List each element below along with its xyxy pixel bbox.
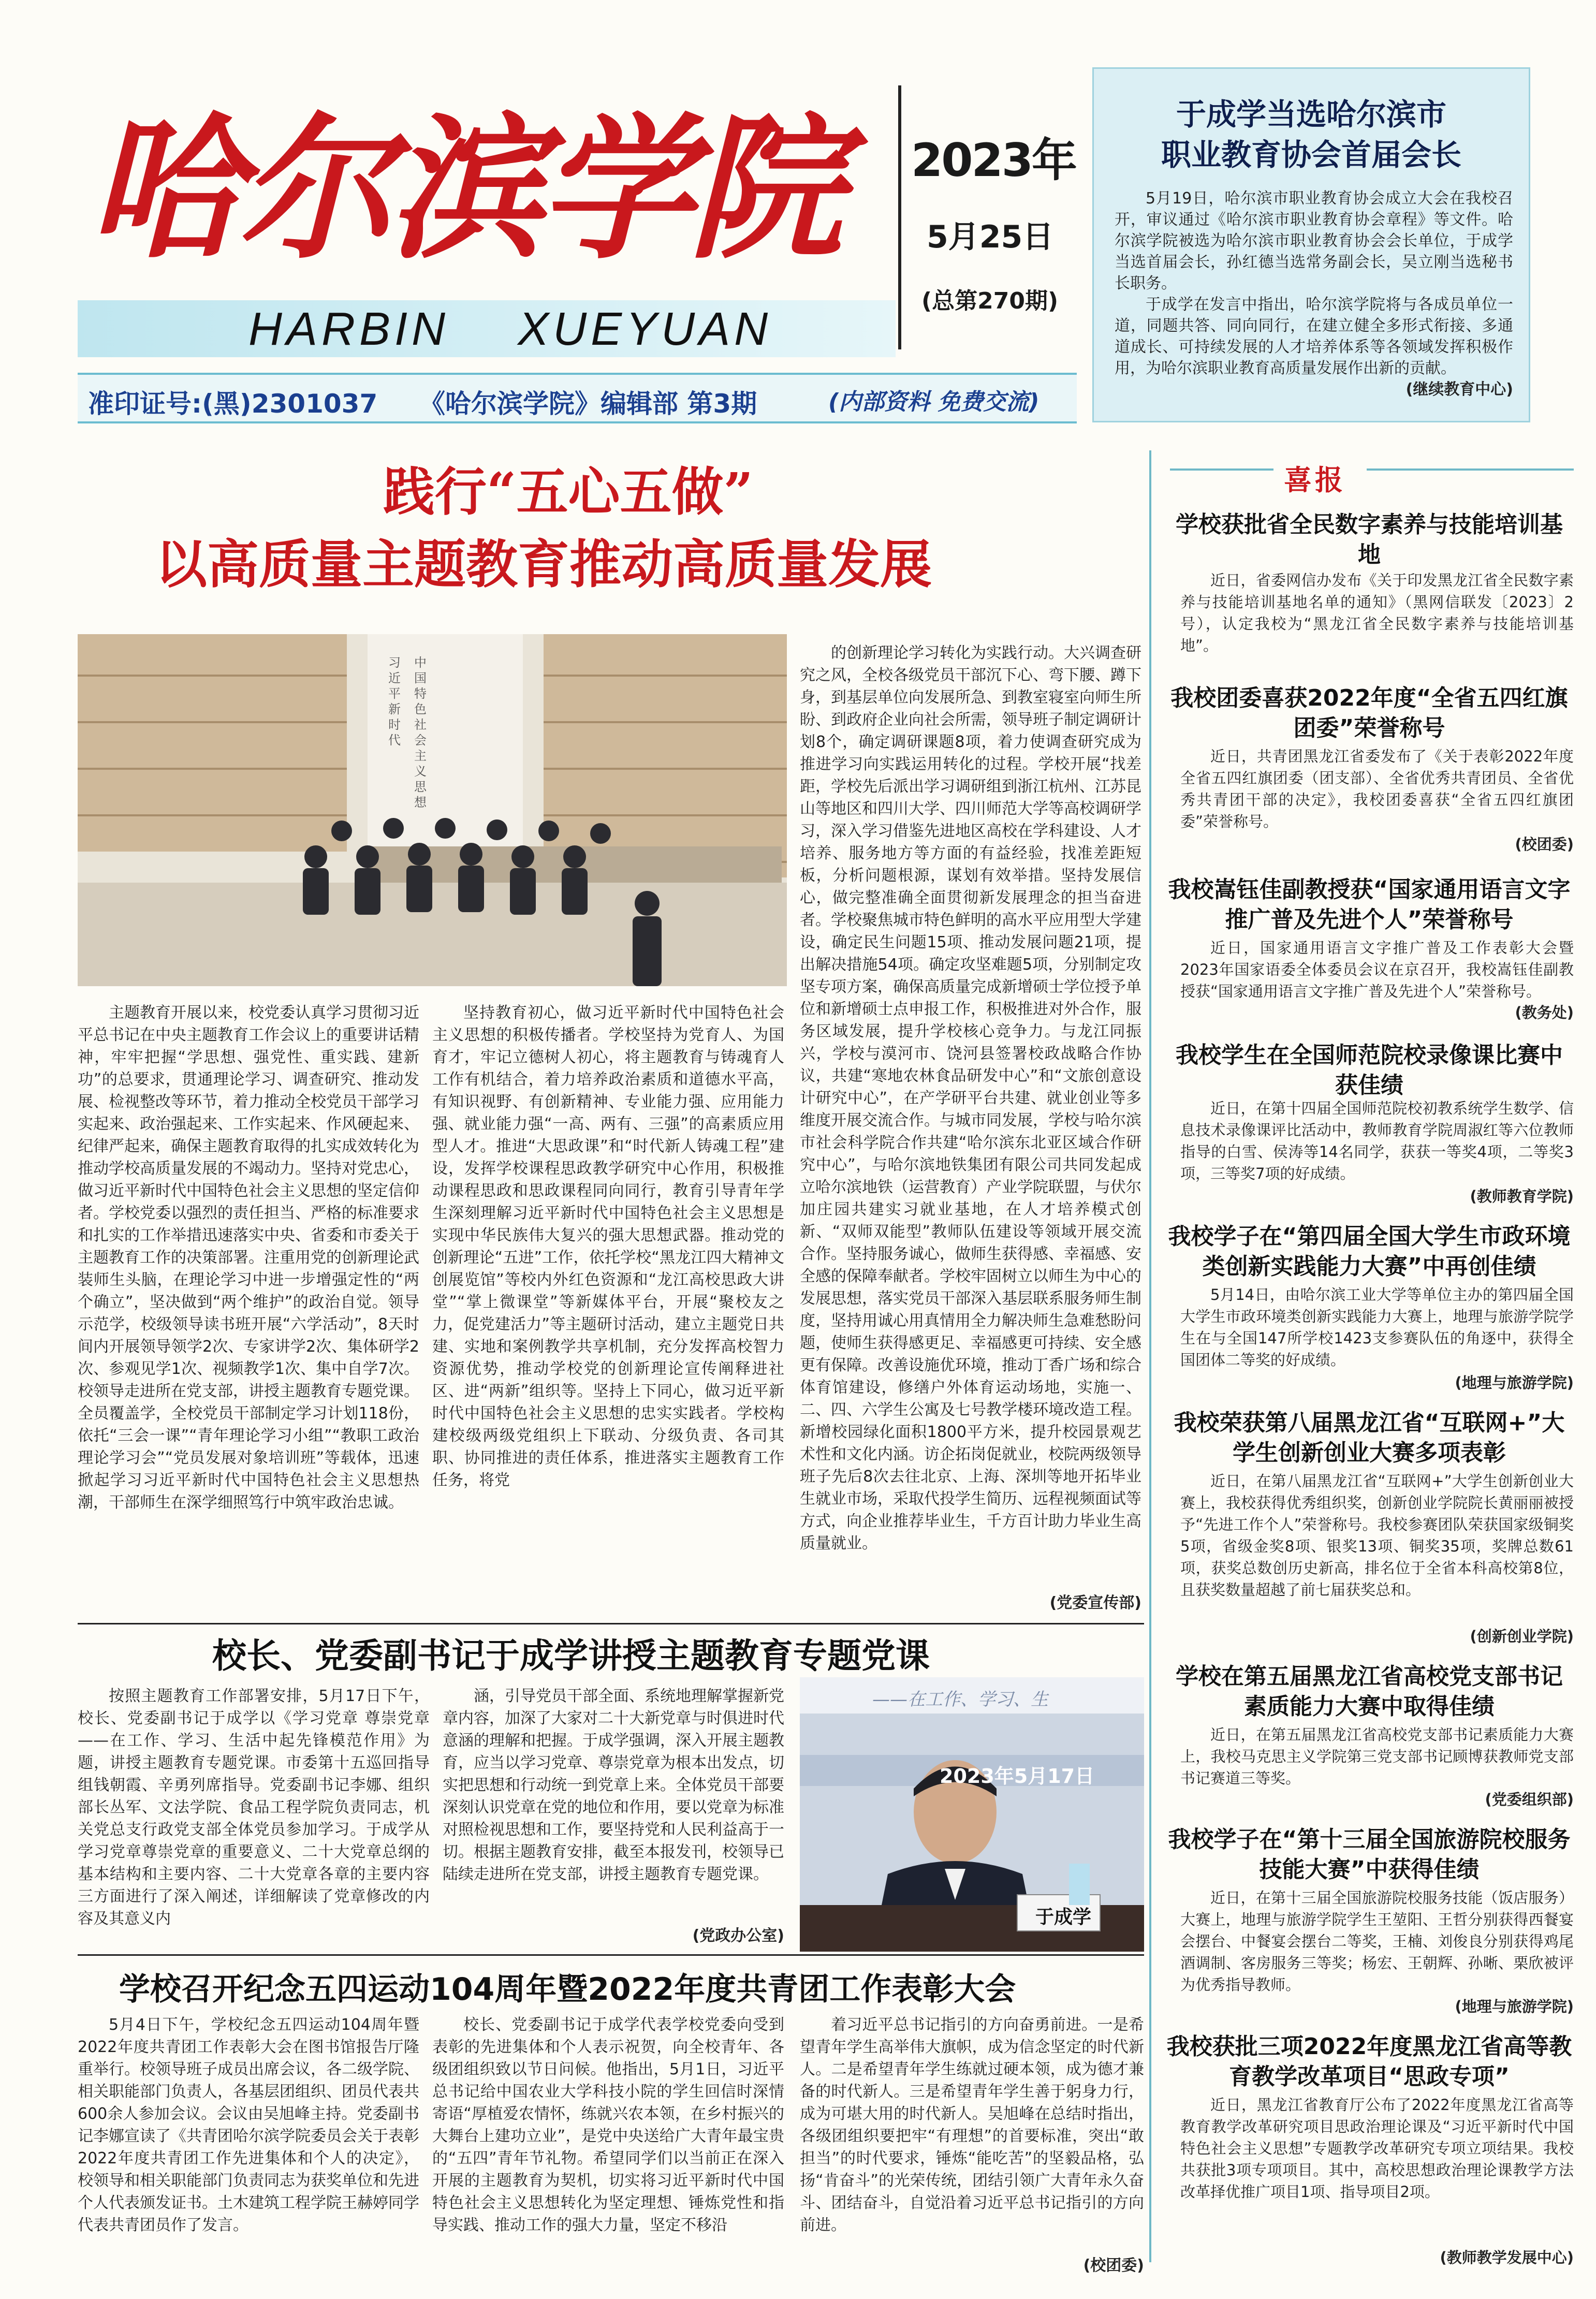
sidebar-item-body: 近日，国家通用语言文字推广普及工作表彰大会暨2023年国家语委全体委员会议在京召开，我校嵩钰佳副教授获“国家通用语言文字推广普及先进个人”荣誉称号。 xyxy=(1180,939,1574,1000)
sidebar-item-body: 近日，在第十四届全国师范院校初教系统学生数学、信息技术录像课评比活动中，教师教育学院周淑红等六位教师指导的白雪、侯涛等14名同学，获获一等奖4项，二等奖3项，三等奖7项的好成绩。 xyxy=(1180,1100,1574,1182)
sidebar-item-source: (创新创业学院) xyxy=(1470,1628,1574,1645)
story2-paragraph: 按照主题教育工作部署安排，5月17日下午，校长、党委副书记于成学以《学习党章 尊崇党章——在工作、学习、生活中起先锋模范作用》为题，讲授主题教育专题党课。市委第十五巡回指导组钱朝霞、辛勇列席指导。党委副书记李娜、组织部长丛军、文法学院、食品工程学院负责同志，机关党总支行政党支部全体党员参加学习。于成学从学习党章尊崇党章的重要意义、二十大党章总纲的基本结构和主要内容、二十大党章各章的主要内容三方面进行了深入阐述，详细解读了党章修改的内容及其意义内 xyxy=(78,1687,430,1928)
sidebar-item-source: (地理与旅游学院) xyxy=(1455,1998,1574,2015)
photo-banner: ——在工作、学习、生 xyxy=(872,1689,1048,1710)
sidebar-item-source: (党委组织部) xyxy=(1485,1791,1574,1808)
story2-column-2 xyxy=(443,1685,784,1928)
story3-column-1 xyxy=(78,2014,419,2278)
top-story-title-1: 于成学当选哈尔滨市 xyxy=(1176,97,1446,132)
print-permit: 准印证号:(黑)2301037 xyxy=(88,389,378,419)
lead-paragraph: 主题教育开展以来，校党委认真学习贯彻习近平总书记在中央主题教育工作会议上的重要讲话精神，牢牢把握“学思想、强党性、重实践、建新功”的总要求，贯通理论学习、调查研究、推动发展、检视整改等环节，着力推动全校党员干部学习实起来、政治强起来、工作实起来、作风硬起来、纪律严起来，确保主题教育取得的扎实成效转化为推动学校高质量发展的不竭动力。坚持对党忠心，做习近平新时代中国特色社会主义思想的坚定信仰者。学校党委以强烈的责任担当、严格的标准要求和扎实的工作举措迅速落实中央、省委和市委关于主题教育工作的决策部署。注重用党的创新理论武装师生头脑，在理论学习中进一步增强定性的“两个确立”，坚决做到“两个维护”的政治自觉。领导示范学，校级领导读书班开展“六学活动”，8天时间内开展领导领学2次、专家讲学2次、集体研学2次、参观见学1次、视频教学1次、集中自学7次。校领导走进所在党支部，讲授主题教育专题党课。全员覆盖学，全校党员干部制定学习计划118份，依托“三会一课”“青年理论学习小组”“教职工政治理论学习会”“党员发展对象培训班”等载体，迅速掀起学习习近平新时代中国特色社会主义思想热潮，干部师生在深学细照笃行中筑牢政治忠诚。 xyxy=(78,1004,419,1512)
masthead-char: 哈 xyxy=(88,97,238,280)
lead-column-1 xyxy=(78,1002,419,1618)
lead-paragraph: 坚持教育初心，做习近平新时代中国特色社会主义思想的积极传播者。学校坚持为党育人、为国育才，牢记立德树人初心，将主题教育与铸魂育人工作有机结合，着力培养政治素质和道德水平高，有知识视野、有创新精神、专业能力强、应用能力强、就业能力强“一高、两有、三强”的高素质应用型人才。推进“大思政课”和“时代新人铸魂工程”建设，发挥学校课程思政教学研究中心作用，积极推动课程思政和思政课程同向同行，教育引导青年学生深刻理解习近平新时代中国特色社会主义思想是实现中华民族伟大复兴的强大思想武器。推动党的创新理论“五进”工作，依托学校“黑龙江四大精神文创展览馆”等校内外红色资源和“龙江高校思政大讲堂”“掌上微课堂”等新媒体平台，开展“聚校友之力，促党建活力”等主题研讨活动，建立主题党日共建、实地和案例教学共享机制，充分发挥高校智力资源优势，推动学校党的创新理论宣传阐释进社区、进“两新”组织等。坚持上下同心，做习近平新时代中国特色社会主义思想的忠实实践者。学校构建校级两级党组织上下联动、分级负责、各司其职、协同推进的责任体系，推进落实主题教育工作任务，将党 xyxy=(432,1004,784,1489)
header-rule-right xyxy=(1367,468,1574,471)
sidebar-item-title: 我校学子在“第四届全国大学生市政环境类创新实践能力大赛”中再创佳绩 xyxy=(1168,1223,1571,1280)
lead-source-wrap xyxy=(800,1592,1141,1614)
lead-title-1: 践行“五心五做” xyxy=(383,461,754,522)
sidebar-item-body: 近日，省委网信办发布《关于印发黑龙江省全民数字素养与技能培训基地名单的通知》（黑网信联发〔2023〕2号），认定我校为“黑龙江省全民数字素养与技能培训基地”。 xyxy=(1180,572,1574,654)
story3-source-wrap xyxy=(800,2254,1144,2277)
sidebar-item-body: 近日，共青团黑龙江省委发布了《关于表彰2022年度全省五四红旗团委（团支部）、全省优秀共青团员、全省优秀共青团干部的决定》，我校团委喜获“全省五四红旗团委”荣誉称号。 xyxy=(1180,748,1574,830)
divider xyxy=(78,1623,1144,1624)
lead-source: (党委宣传部) xyxy=(1049,1594,1141,1612)
wall-label: 习近平新时代 xyxy=(388,655,401,748)
story2-paragraph: 涵，引导党员干部全面、系统地理解掌握新党章内容，加深了大家对二十大新党章与时俱进时代意涵的理解和把握。于成学强调，深入开展主题教育，应当以学习党章、尊崇党章为根本出发点，切实把思想和行动统一到党章上来。全体党员干部要深刻认识党章在党的地位和作用，要以党章为标准对照检视思想和工作，要坚持党和人民利益高于一切。根据主题教育安排，截至本报发刊，校领导已陆续走进所在党支部，讲授主题教育专题党课。 xyxy=(443,1687,784,1883)
top-story-box xyxy=(1092,67,1530,422)
divider xyxy=(78,1954,1144,1956)
sidebar-item-source: (教师教学发展中心) xyxy=(1440,2249,1574,2266)
sidebar-item-body: 近日，在第十三届全国旅游院校服务技能（饭店服务）大赛上，地理与旅游学院学生王堃阳、王哲分别获得西餐宴会摆台、中餐宴会摆台二等奖，王楠、刘俊良分别获得鸡尾酒调制、客房服务三等奖；杨宏、王朝辉、孙晰、栗欣被评为优秀指导教师。 xyxy=(1180,1889,1574,1994)
sidebar-item-title: 我校学子在“第十三届全国旅游院校服务技能大赛”中获得佳绩 xyxy=(1168,1826,1571,1883)
masthead-char: 尔 xyxy=(238,97,388,280)
speaker-photo xyxy=(800,1677,1144,1952)
masthead-info-line xyxy=(78,373,1077,423)
wall-label: 中国特色社会主义思想 xyxy=(414,655,427,810)
sidebar-item-title: 我校荣获第八届黑龙江省“互联网+”大学生创新创业大赛多项表彰 xyxy=(1174,1410,1565,1466)
sidebar-item-source: (地理与旅游学院) xyxy=(1455,1374,1574,1392)
sidebar-item-title: 我校嵩钰佳副教授获“国家通用语言文字推广普及先进个人”荣誉称号 xyxy=(1168,876,1571,933)
story3-column-2 xyxy=(432,2014,784,2278)
lead-paragraph: 的创新理论学习转化为实践行动。大兴调查研究之风，全校各级党员干部沉下心、弯下腰、蹲下身，到基层单位向发展所急、到教室寝室向师生所盼、到政府企业向社会所需，领导班子制定调研计划8个，确定调研课题8项，着力使调查研究成为推进学习向实践运用转化的过程。学校开展“找差距，学校先后派出学习调研组到浙江杭州、江苏昆山等地区和四川大学、四川师范大学等高校调研学习，深入学习借鉴先进地区高校在学科建设、人才培养、服务地方等方面的有益经验，找准差距短板，分析问题根源，谋划有效举措。坚持发展信心，做完整准确全面贯彻新发展理念的担当奋进者。学校聚焦城市特色鲜明的高水平应用型大学建设，确定民生问题15项、推动发展问题21项，提出解决措施54项。确定攻坚难题5项，分别制定攻坚专项方案，确保高质量完成新增硕士学位授予单位和新增硕士点申报工作，积极推进对外合作，服务区域发展，提升学校核心竞争力。与龙江同振兴，学校与漠河市、饶河县签署校政战略合作协议，共建“寒地农林食品研发中心”和“文旅创意设计研究中心”，在产学研平台共建、就业创业等多维度开展交流合作。与城市同发展，学校与哈尔滨市社会科学院合作共建“哈尔滨东北亚区域合作研究中心”，与哈尔滨地铁集团有限公司共同发起成立哈尔滨地铁（运营教育）产业学院联盟，与伏尔加庄园共建实习就业基地，在人才培养模式创新、“双师双能型”教师队伍建设等领域开展交流合作。坚持服务诚心，做师生获得感、幸福感、安全感的保障奉献者。学校牢固树立以师生为中心的发展思想，落实党员干部深入基层联系服务师生制度，坚持用诚心用真情用全力解决师生急难愁盼问题，使师生获得感更足、幸福感更可持续、安全感更有保障。改善设施优环境，推动丁香广场和综合体育馆建设，修缮户外体育运动场地，实施一、二、四、六学生公寓及七号教学楼环境改造工程。新增校园绿化面积1800平方米，提升校园景观艺术性和文化内涵。访企拓岗促就业，校院两级领导班子先后8次去往北京、上海、深圳等地开拓毕业生就业市场，采取代投学生简历、远程视频面试等方式，向企业推荐毕业生，千方百计助力毕业生高质量就业。 xyxy=(800,644,1141,1553)
sidebar-item-source: (教师教育学院) xyxy=(1470,1188,1574,1205)
sidebar-item-title: 我校获批三项2022年度黑龙江省高等教育教学改革项目“思政专项” xyxy=(1166,2033,1572,2090)
story2-source: (党政办公室) xyxy=(692,1927,784,1945)
lead-column-2 xyxy=(432,1002,784,1618)
story3-title: 学校召开纪念五四运动104周年暨2022年度共青团工作表彰大会 xyxy=(119,1971,1016,2008)
sidebar-item-body: 近日，在第八届黑龙江省“互联网+”大学生创新创业大赛上，我校获得优秀组织奖，创新创业学院院长黄丽丽被授予“先进工作个人”荣誉称号。我校参赛团队荣获国家级铜奖5项，省级金奖8项、银奖13项、铜奖35项，奖牌总数61项，获奖总数创历史新高，排名位于全省本科高校第8位，且获奖数量超越了前七届获奖总和。 xyxy=(1180,1472,1574,1599)
top-story-title-2: 职业教育协会首届会长 xyxy=(1161,137,1461,172)
sidebar-item-title: 学校获批省全民数字素养与技能培训基地 xyxy=(1176,511,1563,568)
top-story-body xyxy=(1115,188,1513,400)
story3-paragraph: 校长、党委副书记于成学代表学校党委向受到表彰的先进集体和个人表示祝贺，向全校青年、各级团组织致以节日问候。他指出，5月1日，习近平总书记给中国农业大学科技小院的学生回信时深情寄语“厚植爱农情怀，练就兴农本领，在乡村振兴的大舞台上建功立业”，是党中央送给广大青年最宝贵的“五四”青年节礼物。希望同学们以当前正在深入开展的主题教育为契机，切实将习近平新时代中国特色社会主义思想转化为坚定理想、锤炼党性和指导实践、推动工作的强大力量，坚定不移沿 xyxy=(432,2016,784,2234)
sidebar-item-title: 我校团委喜获2022年度“全省五四红旗团委”荣誉称号 xyxy=(1170,685,1568,741)
sidebar-rule xyxy=(1149,450,1151,2262)
story3-column-3 xyxy=(800,2014,1144,2252)
sidebar-item-title: 学校在第五届黑龙江省高校党支部书记素质能力大赛中取得佳绩 xyxy=(1176,1663,1563,1720)
nameplate: 于成学 xyxy=(1035,1907,1092,1928)
top-story-para: 5月19日，哈尔滨市职业教育协会成立大会在我校召开，审议通过《哈尔滨市职业教育协会章程》等文件。哈尔滨学院被选为哈尔滨市职业教育协会会长单位，于成学当选首届会长，孙红德当选常务副会长，吴立刚当选秘书长职务。 xyxy=(1115,189,1513,292)
sidebar-item-source: (教务处) xyxy=(1515,1004,1574,1021)
header-rule-left xyxy=(1170,468,1273,471)
issue-year: 2023年 xyxy=(911,134,1076,187)
issue-date: 5月25日 xyxy=(927,219,1054,255)
story3-source: (校团委) xyxy=(1083,2257,1144,2275)
sidebar-header: 喜报 xyxy=(1284,464,1346,496)
masthead-pinyin: HARBIN XUEYUAN xyxy=(248,303,772,355)
story2-column-1 xyxy=(78,1685,430,1944)
lead-photo xyxy=(78,634,787,986)
masthead-title xyxy=(88,97,880,282)
sidebar-item-source: (校团委) xyxy=(1515,836,1574,853)
story2-source-wrap xyxy=(443,1925,784,1947)
story2-photo xyxy=(800,1677,1144,1952)
issue-number: (总第270期) xyxy=(921,288,1059,314)
sidebar-item-title: 我校学生在全国师范院校录像课比赛中获佳绩 xyxy=(1176,1042,1563,1099)
lead-column-3 xyxy=(800,642,1141,1589)
story3-paragraph: 着习近平总书记指引的方向奋勇前进。一是希望青年学生高举伟大旗帜，成为信念坚定的时代新人。二是希望青年学生练就过硬本领，成为德才兼备的时代新人。三是希望青年学生善于躬身力行，成为可堪大用的时代新人。吴旭峰在总结时指出，各级团组织要把牢“有理想”的首要标准，突出“敢担当”的时代要求，锤炼“能吃苦”的坚毅品格，弘扬“肯奋斗”的光荣传统，团结引领广大青年永久奋斗、团结奋斗，自觉沿着习近平总书记指引的方向前进。 xyxy=(800,2016,1144,2234)
sidebar-item-body: 近日，黑龙江省教育厅公布了2022年度黑龙江省高等教育教学改革研究项目思政治理论课及“习近平新时代中国特色社会主义思想”专题教学改革研究专项立项结果。我校共获批3项专项项目。其中，高校思想政治理论课教学方法改革择优推广项目1项、指导项目2项。 xyxy=(1180,2096,1574,2201)
sidebar-item-body: 5月14日，由哈尔滨工业大学等单位主办的第四届全国大学生市政环境类创新实践能力大赛上，地理与旅游学院学生在与全国147所学校1423支参赛队伍的角逐中，获得全国团体二等奖的好成绩。 xyxy=(1180,1286,1574,1369)
masthead-char: 滨 xyxy=(388,97,538,280)
sidebar-item-body: 近日，在第五届黑龙江省高校党支部书记素质能力大赛上，我校马克思主义学院第三党支部书记顾博获教师党支部书记赛道三等奖。 xyxy=(1180,1726,1574,1787)
story2-title: 校长、党委副书记于成学讲授主题教育专题党课 xyxy=(212,1636,930,1676)
story3-paragraph: 5月4日下午，学校纪念五四运动104周年暨2022年度共青团工作表彰大会在图书馆报告厅隆重举行。校领导班子成员出席会议，各二级学院、相关职能部门负责人，各基层团组织、团员代表共600余人参加会议。会议由吴旭峰主持。党委副书记李娜宣读了《共青团哈尔滨学院委员会关于表彰2022年度共青团工作先进集体和个人的决定》，校领导和相关职能部门负责同志为获奖单位和先进个人代表颁发证书。土木建筑工程学院王赫婷同学代表共青团员作了发言。 xyxy=(78,2016,419,2234)
top-story-source: (继续教育中心) xyxy=(1405,380,1513,399)
lead-title-2: 以高质量主题教育推动高质量发展 xyxy=(155,534,932,595)
top-story-para: 于成学在发言中指出，哈尔滨学院将与各成员单位一道，同题共答、同向同行，在建立健全多形式衔接、多通道成长、可持续发展的人才培养体系等各领域发挥积极作用，为哈尔滨职业教育高质量发展作出新的贡献。 xyxy=(1115,296,1513,377)
internal-note: (内部资料 免费交流) xyxy=(828,389,1039,415)
editorial-dept: 《哈尔滨学院》编辑部 第3期 xyxy=(419,389,757,419)
photo-date: 2023年5月17日 xyxy=(940,1765,1095,1788)
masthead-char: 学 xyxy=(538,97,689,280)
masthead-char: 院 xyxy=(689,97,839,280)
